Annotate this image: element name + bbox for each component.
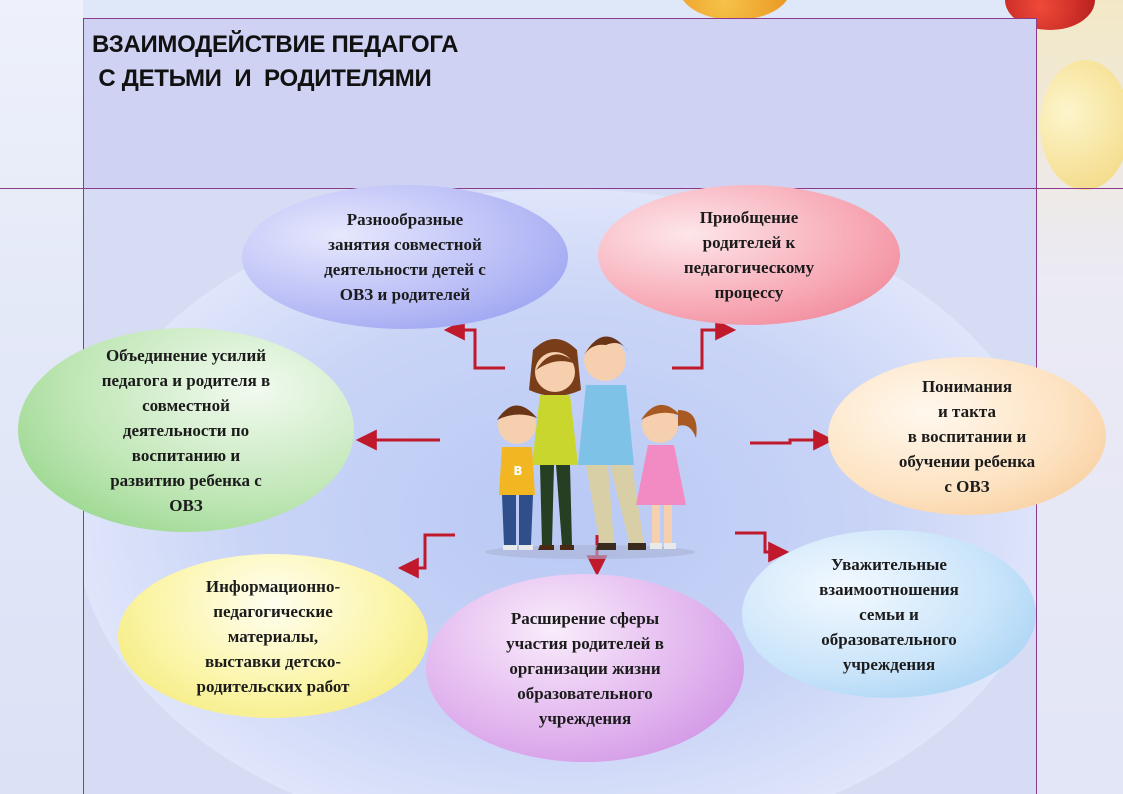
bubble-respect-text: Уважительные взаимоотношения семьи и образовательного учреждения — [819, 554, 959, 674]
bubble-understanding-text: Понимания и такта в воспитании и обучении ребенка с ОВЗ — [898, 376, 1036, 496]
boy-figure — [497, 405, 537, 550]
title-line-2: С ДЕТЬМИ И РОДИТЕЛЯМИ — [92, 65, 432, 92]
mother-figure — [529, 339, 581, 550]
bubble-activities-text: Разнообразные занятия совместной деятельности детей с ОВЗ и родителей — [324, 210, 486, 304]
bubble-participation — [426, 574, 744, 762]
arrow-to-activities — [448, 330, 505, 368]
svg-text:B: B — [513, 464, 523, 478]
father-figure — [578, 336, 646, 550]
bubble-involvement-text: Приобщение родителей к педагогическому процессу — [683, 208, 815, 302]
arrow-to-materials — [402, 535, 455, 568]
bubble-materials-text: Информационно- педагогические материалы, выставки детско- родительских работ — [196, 576, 350, 696]
bubble-understanding — [828, 357, 1106, 515]
bubble-participation-text: Расширение сферы участия родителей в организации жизни образовательного учреждения — [506, 608, 664, 728]
arrow-to-understanding — [750, 440, 830, 443]
bubble-joining — [18, 328, 354, 532]
family-illustration — [485, 336, 697, 559]
title-line-1: ВЗАИМОДЕЙСТВИЕ ПЕДАГОГА — [92, 31, 459, 58]
girl-figure — [636, 405, 697, 549]
bubble-respect — [742, 530, 1036, 698]
bubble-activities — [242, 185, 568, 329]
bubble-involvement — [598, 185, 900, 325]
bubble-materials — [118, 554, 428, 718]
arrow-to-involvement — [672, 330, 732, 368]
arrow-to-respect — [735, 533, 785, 552]
bubble-joining-text: Объединение усилий педагога и родителя в совместной деятельности по воспитанию и развитию ребенка с ОВЗ — [101, 345, 271, 515]
